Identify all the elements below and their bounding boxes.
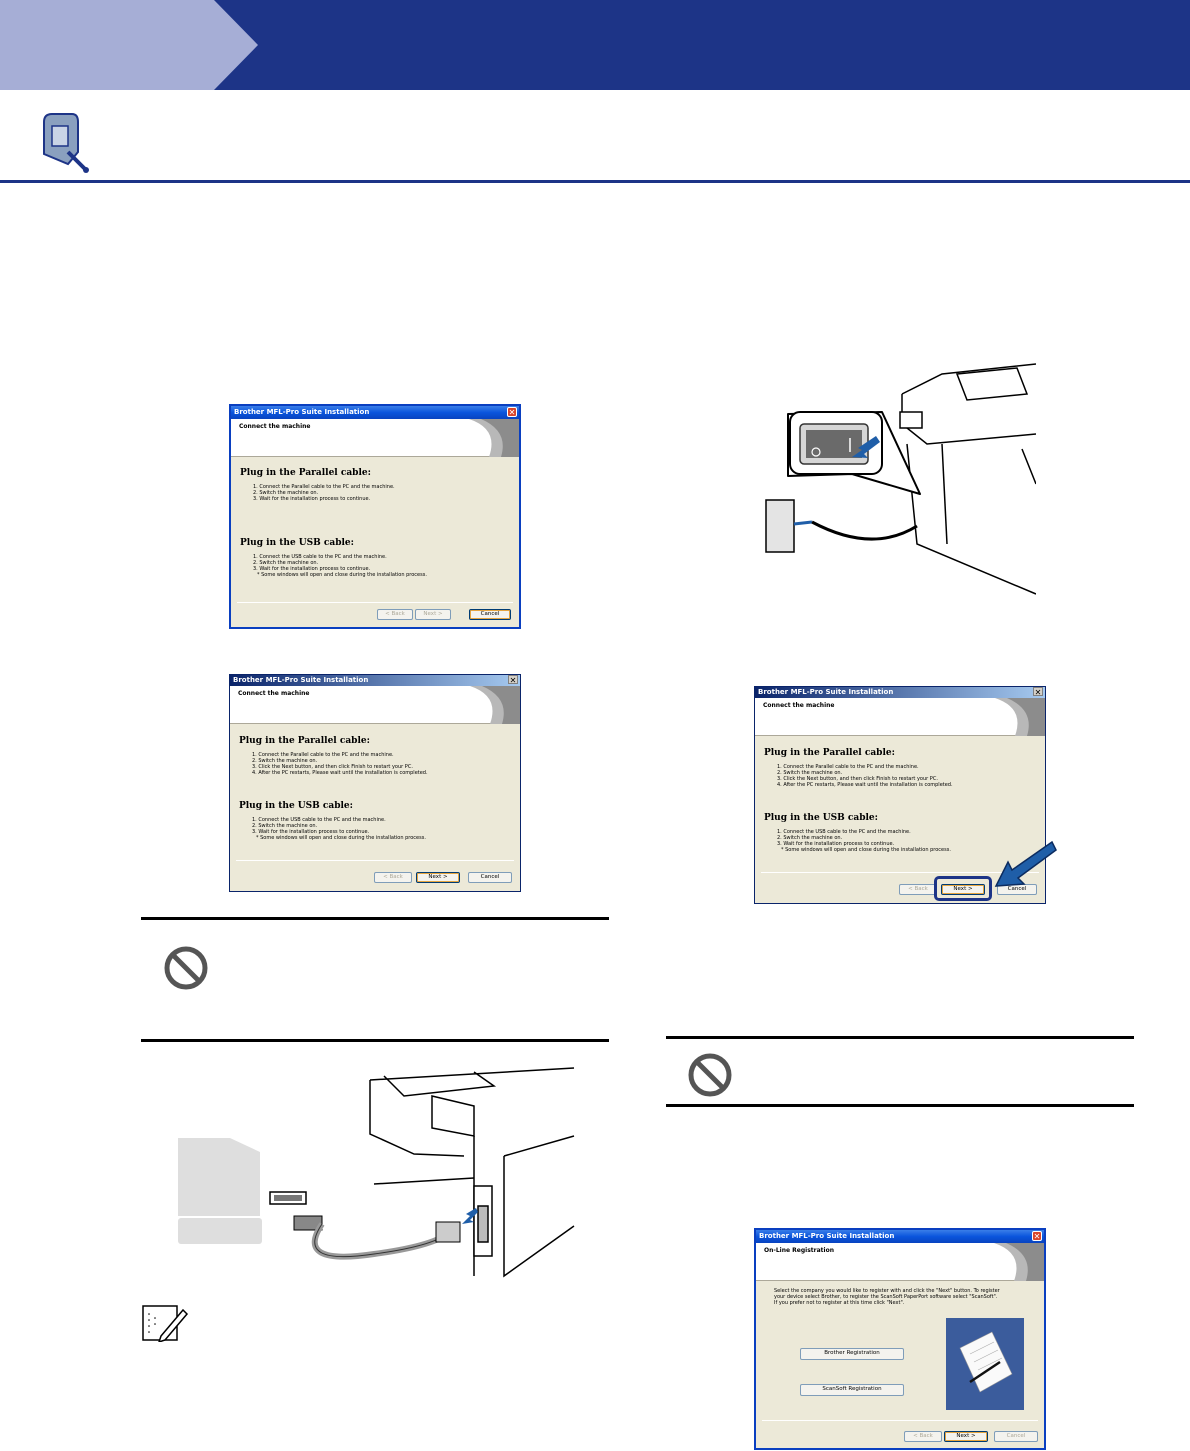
cancel-button[interactable]: Cancel	[469, 609, 511, 620]
prohibited-icon	[162, 944, 210, 992]
dialog-registration	[754, 1228, 1046, 1450]
swoosh-graphic	[985, 698, 1045, 736]
pointer-arrow	[994, 838, 1058, 890]
close-icon[interactable]: ✕	[1033, 1232, 1041, 1241]
usb-note: * Some windows will open and close during the installation process.	[256, 835, 426, 841]
step: 2. Switch the machine on.	[253, 490, 319, 496]
back-button[interactable]: < Back	[374, 872, 412, 883]
next-button[interactable]: Next >	[416, 872, 460, 883]
power-switch-illustration	[752, 354, 1036, 600]
header-rule	[0, 180, 1190, 183]
header-tab	[0, 0, 258, 90]
step: 3. Wait for the installation process to continue.	[253, 496, 371, 502]
parallel-heading: Plug in the Parallel cable:	[239, 736, 370, 746]
caution-rule-top	[141, 917, 609, 920]
usb-heading: Plug in the USB cable:	[240, 538, 354, 548]
caution-rule-bottom	[141, 1039, 609, 1042]
dialog-subtitle: Connect the machine	[238, 690, 310, 697]
usb-steps	[252, 817, 520, 835]
step: 1. Connect the USB cable to the PC and the machine.	[777, 829, 911, 835]
back-button[interactable]: < Back	[899, 884, 937, 895]
dialog-connect-1	[229, 404, 521, 629]
step: 1. Connect the Parallel cable to the PC and the machine.	[253, 484, 395, 490]
cancel-button[interactable]: Cancel	[468, 872, 512, 883]
dialog-titlebar: Brother MFL-Pro Suite Installation ✕	[755, 687, 1045, 698]
step: 3. Click the Next button, and then click Finish to restart your PC.	[252, 764, 413, 770]
caution-rule-top-2	[666, 1036, 1134, 1039]
step: 1. Connect the USB cable to the PC and the machine.	[252, 817, 386, 823]
note-pencil-icon	[141, 1304, 189, 1342]
usb-heading: Plug in the USB cable:	[764, 813, 878, 823]
brother-registration-button[interactable]: Brother Registration	[800, 1348, 904, 1360]
next-button[interactable]: Next >	[944, 1431, 988, 1442]
dialog-header	[755, 698, 1045, 736]
parallel-steps	[777, 764, 1045, 788]
parallel-heading: Plug in the Parallel cable:	[240, 468, 371, 478]
close-icon[interactable]: ✕	[509, 676, 517, 685]
swoosh-graphic	[459, 419, 519, 457]
step: 2. Switch the machine on.	[252, 823, 318, 829]
cancel-button[interactable]: Cancel	[997, 884, 1037, 895]
step: 3. Wait for the installation process to continue.	[252, 829, 370, 835]
close-icon[interactable]: ✕	[1034, 688, 1042, 697]
next-button[interactable]: Next >	[415, 609, 451, 620]
usb-note: * Some windows will open and close during the installation process.	[257, 572, 427, 578]
scansoft-registration-button[interactable]: ScanSoft Registration	[800, 1384, 904, 1396]
next-button[interactable]: Next >	[941, 884, 985, 895]
dialog-header	[231, 419, 519, 457]
separator	[236, 860, 514, 861]
parallel-steps	[253, 484, 519, 502]
swoosh-graphic	[984, 1243, 1044, 1281]
step: 4. After the PC restarts, Please wait until the installation is completed.	[777, 782, 953, 788]
step: 2. Switch the machine on.	[777, 835, 843, 841]
close-icon[interactable]: ✕	[508, 408, 516, 417]
body-line: If you prefer not to register at this time click "Next".	[774, 1300, 905, 1306]
step: 1. Connect the Parallel cable to the PC and the machine.	[252, 752, 394, 758]
step: 2. Switch the machine on.	[253, 560, 319, 566]
dialog-header	[230, 686, 520, 724]
step: 1. Connect the USB cable to the PC and the machine.	[253, 554, 387, 560]
back-button[interactable]: < Back	[377, 609, 413, 620]
separator	[762, 1420, 1038, 1421]
usb-steps	[253, 554, 519, 572]
swoosh-graphic	[460, 686, 520, 724]
step: 4. After the PC restarts, Please wait until the installation is completed.	[252, 770, 428, 776]
registration-image	[946, 1318, 1024, 1410]
dialog-header	[756, 1243, 1044, 1281]
dialog-subtitle: Connect the machine	[239, 423, 311, 430]
usb-heading: Plug in the USB cable:	[239, 801, 353, 811]
dialog-titlebar: Brother MFL-Pro Suite Installation ✕	[231, 406, 519, 419]
dialog-titlebar: Brother MFL-Pro Suite Installation ✕	[756, 1230, 1044, 1243]
step: 2. Switch the machine on.	[252, 758, 318, 764]
step: 1. Connect the Parallel cable to the PC and the machine.	[777, 764, 919, 770]
separator	[237, 602, 513, 603]
caution-rule-bottom-2	[666, 1104, 1134, 1107]
prohibited-icon	[686, 1051, 734, 1099]
step: 2. Switch the machine on.	[777, 770, 843, 776]
usb-note: * Some windows will open and close during the installation process.	[781, 847, 951, 853]
dialog-titlebar: Brother MFL-Pro Suite Installation ✕	[230, 675, 520, 686]
step: 3. Wait for the installation process to continue.	[777, 841, 895, 847]
usb-logo-icon	[38, 112, 92, 174]
dialog-subtitle: On-Line Registration	[764, 1247, 834, 1254]
body-line: your device select Brother, to register the ScanSoft PaperPort software select "ScanSoft".	[774, 1294, 998, 1300]
dialog-connect-2	[229, 674, 521, 892]
parallel-heading: Plug in the Parallel cable:	[764, 748, 895, 758]
next-highlight	[934, 876, 992, 901]
back-button[interactable]: < Back	[904, 1431, 942, 1442]
dialog-subtitle: Connect the machine	[763, 702, 835, 709]
parallel-steps	[252, 752, 520, 776]
registration-body	[774, 1288, 1000, 1306]
step: 3. Wait for the installation process to continue.	[253, 566, 371, 572]
body-line: Select the company you would like to register with and click the "Next" button. To register	[774, 1288, 1000, 1294]
parallel-cable-illustration	[174, 1066, 578, 1282]
cancel-button[interactable]: Cancel	[994, 1431, 1038, 1442]
step: 3. Click the Next button, and then click Finish to restart your PC.	[777, 776, 938, 782]
